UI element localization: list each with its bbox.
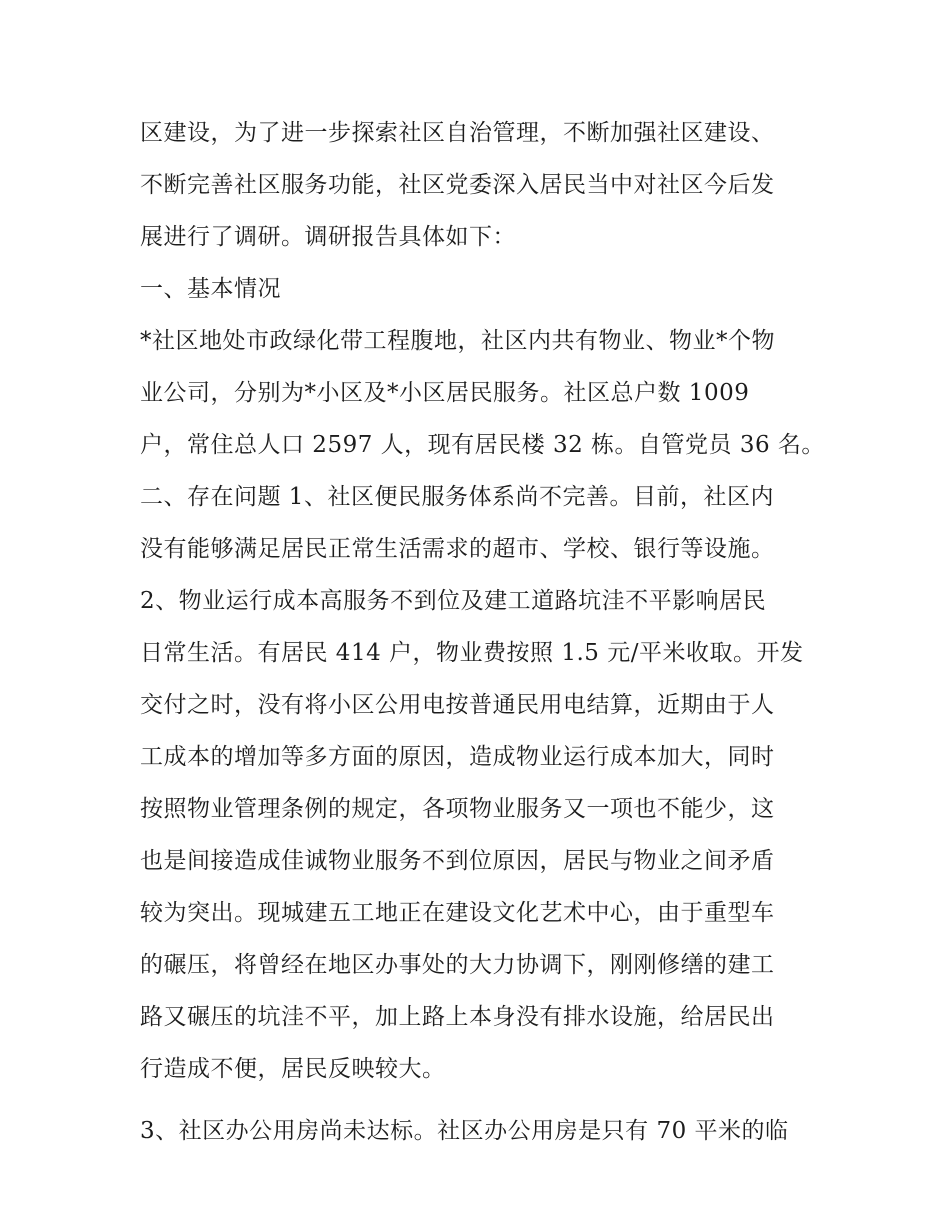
document-body: [140, 107, 825, 1157]
text-line: 2、物业运行成本高服务不到位及建工道路坑洼不平影响居民: [140, 588, 767, 614]
text-line: 路又碾压的坑洼不平，加上路上本身没有排水设施，给居民出: [140, 1004, 775, 1030]
text-line: 日常生活。有居民 414 户，物业费按照 1.5 元/平米收取。开发: [140, 640, 804, 666]
text-line: 不断完善社区服务功能，社区党委深入居民当中对社区今后发: [140, 172, 775, 198]
text-line: 按照物业管理条例的规定，各项物业服务又一项也不能少，这: [140, 796, 775, 822]
text-line: 区建设，为了进一步探索社区自治管理，不断加强社区建设、: [140, 120, 775, 146]
text-line: 也是间接造成佳诚物业服务不到位原因，居民与物业之间矛盾: [140, 848, 775, 874]
text-line: 较为突出。现城建五工地正在建设文化艺术中心，由于重型车: [140, 900, 775, 926]
text-line: 户，常住总人口 2597 人，现有居民楼 32 栋。自管党员 36 名。: [140, 432, 825, 458]
text-line: 展进行了调研。调研报告具体如下：: [140, 224, 516, 250]
text-line: 的碾压，将曾经在地区办事处的大力协调下，刚刚修缮的建工: [140, 952, 775, 978]
section-heading: 一、基本情况: [140, 276, 281, 302]
text-line: 业公司，分别为*小区及*小区居民服务。社区总户数 1009: [140, 380, 750, 406]
text-line: *社区地处市政绿化带工程腹地，社区内共有物业、物业*个物: [140, 328, 775, 354]
text-line: 工成本的增加等多方面的原因，造成物业运行成本加大，同时: [140, 744, 775, 770]
text-line: 行造成不便，居民反映较大。: [140, 1056, 446, 1082]
text-line: 交付之时，没有将小区公用电按普通民用电结算，近期由于人: [140, 692, 775, 718]
text-line: 二、存在问题 1、社区便民服务体系尚不完善。目前，社区内: [140, 484, 774, 510]
text-line: 3、社区办公用房尚未达标。社区办公用房是只有 70 平米的临: [140, 1118, 789, 1144]
text-line: 没有能够满足居民正常生活需求的超市、学校、银行等设施。: [140, 536, 775, 562]
